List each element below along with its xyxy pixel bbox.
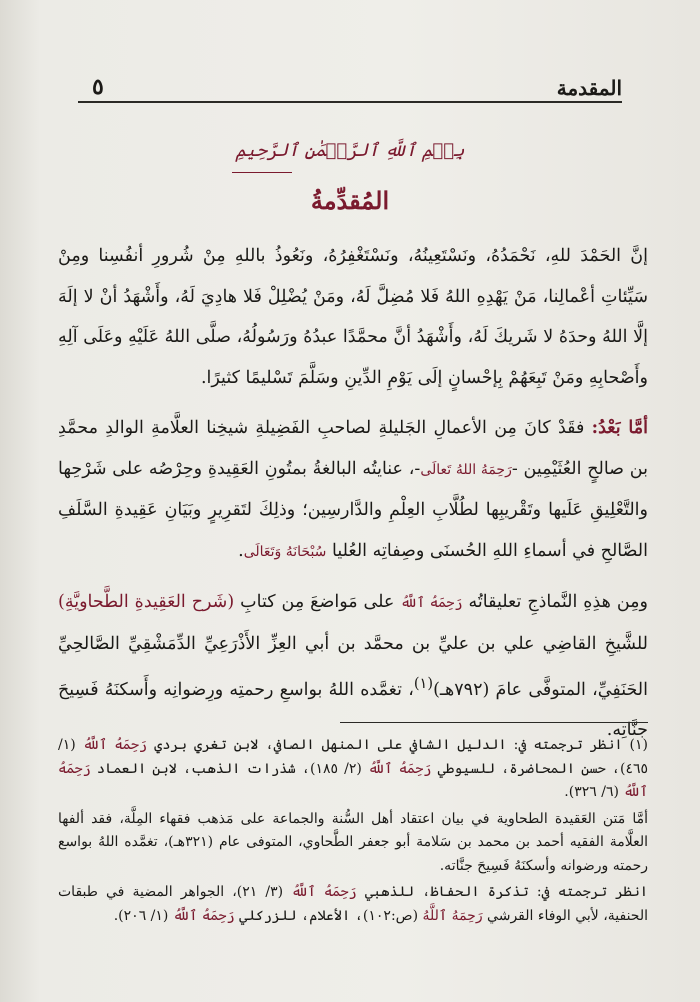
footnote-text: (٣/ ٢١)، الجواهر المضية في طبقات الحنفية، لأبي الوفاء القرشي bbox=[58, 884, 648, 924]
basmala: بِسۡمِ ٱللَّهِ ٱلرَّحۡمَٰنِ ٱلرَّحِيمِ bbox=[235, 140, 465, 161]
honorific: رَحِمَهُ ٱللَّهُ bbox=[367, 760, 432, 777]
paragraph-opening: إنَّ الحَمْدَ للهِ، نَحْمَدُهُ، ونَسْتَعِينُهُ، ونَسْتَغْفِرُهُ، ونَعُوذُ باللهِ مِنْ شُرورِ أنفُسِنا ومِنْ سَيِّئاتِ أعْمالِنا، مَنْ يَهْدِهِ اللهُ فَلا مُضِلَّ لَهُ، ومَنْ يُضْلِلْ فَلا هادِيَ لَهُ، وأَشْهَدُ أنْ لا إلَهَ إلَّا اللهُ وحدَهُ لا شَريكَ لَهُ، وأَشْهَدُ أنَّ محمَّدًا عبدُهُ ورَسُولُهُ، صلَّى اللهُ عَلَيْهِ وعَلَى آلِهِ وأَصْحابِهِ ومَنْ تَبِعَهُمْ بِإحْسانٍ إلَى يَوْمِ الدِّينِ وسَلَّمَ تَسْليمًا كثيرًا. bbox=[58, 246, 648, 388]
footnote-marker[interactable]: (١) bbox=[413, 675, 434, 692]
body-text bbox=[58, 236, 648, 751]
footnote-text: انظر ترجمته في: تذكرة الحفاظ، للذهبي bbox=[364, 884, 648, 900]
footnote-1 bbox=[58, 734, 648, 805]
honorific: سُبْحَانَهُ وَتَعَالَى bbox=[243, 543, 327, 560]
running-header bbox=[78, 66, 622, 100]
paragraph-text: -، عنايتُه البالغةُ بمتُونِ العَقِيدةِ وحِرْصُه على شَرْحِها والتَّعْلِيقِ عَلَيها وتَقْريبِها لطُلَّابِ العِلْمِ والدَّارسِين؛ وذلِكَ لتَقرِيرٍ وبَيَانِ عَقِيدةِ السَّلَفِ الصَّالحِ في أسماءِ اللهِ الحُسنَى وصِفاتِه العُليا bbox=[58, 458, 648, 561]
footnote-2: أمَّا مَتن العَقيدة الطحاوية في بيان اعتقاد أهل السُّنة والجماعة على مَذهب فقهاء المِلَّة، فقد ألفها العلَّامة الفقيه أحمد بن محمد بن سَلامة أبو جعفر الطَّحاوي، المتوفى عام (٣٢١هـ)، تغمَّده اللهُ بواسع رحمته ورضوانه وأسكنَهُ فَسِيحَ جنَّاته. bbox=[58, 810, 648, 874]
footnote-3 bbox=[58, 881, 648, 928]
footnote-text: (ص:١٠٢)، الأعلام، للزركلي bbox=[239, 907, 419, 924]
honorific: رَحِمَهُ ٱللَّهُ bbox=[82, 737, 148, 753]
honorific: رَحِمَهُ ٱللَّهُ bbox=[422, 907, 483, 924]
paragraph-text: ومِن هذِهِ النَّماذجِ تعليقاتُه bbox=[468, 592, 648, 612]
honorific: رَحِمَهُ ٱللَّهُ bbox=[291, 884, 357, 900]
honorific: رَحِمَهُ ٱللَّهُ bbox=[400, 595, 463, 611]
footnote-text: (٦/ ٣٢٦). bbox=[564, 784, 619, 800]
book-title: (شَرح العَقِيدةِ الطَّحاويَّةِ) bbox=[58, 592, 235, 612]
paragraph-examples bbox=[58, 582, 648, 751]
footnotes bbox=[58, 734, 648, 928]
honorific: رَحِمَهُ ٱللَّهُ bbox=[172, 907, 235, 924]
footnote-rule bbox=[340, 722, 648, 723]
basmala-underline bbox=[232, 172, 292, 173]
paragraph-text: للشَّيخِ القاضِي علي بن عليِّ بن محمَّد بن أبي العِزِّ الأَذْرَعِيِّ الدِّمَشْقِيِّ الصَّالحِيِّ الحَنَفِيِّ، المتوفَّى عامَ (٧٩٢هـ) bbox=[58, 633, 648, 700]
page-number: ٥ bbox=[92, 74, 104, 100]
footnote-text: (١/ ٤٦٥)، حسن المحاضرة، للسيوطي bbox=[58, 737, 649, 777]
header-rule bbox=[78, 101, 622, 103]
lead-phrase: أمَّا بَعْدُ: bbox=[591, 418, 648, 438]
footnote-text: (١) انظر ترجمته في: الدليل الشافي على المنهل الصافي، لابن تغري بردي bbox=[154, 737, 649, 753]
paragraph-text: فقَدْ كانَ مِن الأعمالِ الجَليلةِ لصاحبِ الفَضِيلةِ شيخِنا العلَّامةِ الوالدِ محمَّدِ بن صالحٍ العُثَيْمِين - bbox=[58, 418, 648, 479]
honorific: رَحِمَهُ اللهُ تَعالَى bbox=[420, 461, 512, 478]
honorific: رَحِمَهُ ٱللَّهُ bbox=[58, 760, 648, 800]
paragraph-text: على مَواضعَ مِن كتابِ bbox=[240, 592, 395, 612]
paragraph-amma-bad: أمَّا بَعْدُ: فقَدْ كانَ مِن الأعمالِ الجَليلةِ لصاحبِ الفَضِيلةِ شيخِنا العلَّامةِ الوالدِ محمَّدِ بن صالحٍ العُثَيْمِين -رَحِمَهُ اللهُ تَعالَى-، عنايتُه البالغةُ بمتُونِ العَقِيدةِ وحِرْصُه على شَرْحِها والتَّعْلِيقِ عَلَيها وتَقْريبِها لطُلَّابِ العِلْمِ والدَّارسِين؛ وذلِكَ لتَقرِيرٍ وبَيَانِ عَقِيدةِ السَّلَفِ الصَّالحِ في أسماءِ اللهِ الحُسنَى وصِفاتِه العُليا سُبْحَانَهُ وَتَعَالَى. bbox=[58, 418, 648, 561]
footnote-text: (١/ ٢٠٦). bbox=[113, 907, 169, 924]
paragraph-text: ، تغمَّده اللهُ بواسعِ رحمتِه ورِضوانِه وأَسكنَهُ فَسِيحَ جنَّاتِه. bbox=[58, 679, 648, 741]
footnote-text: (٢/ ١٨٥)، شذرات الذهب، لابن العماد bbox=[96, 760, 362, 777]
section-title: المُقدِّمةُ bbox=[310, 186, 390, 215]
running-title: المقدمة bbox=[556, 76, 622, 100]
